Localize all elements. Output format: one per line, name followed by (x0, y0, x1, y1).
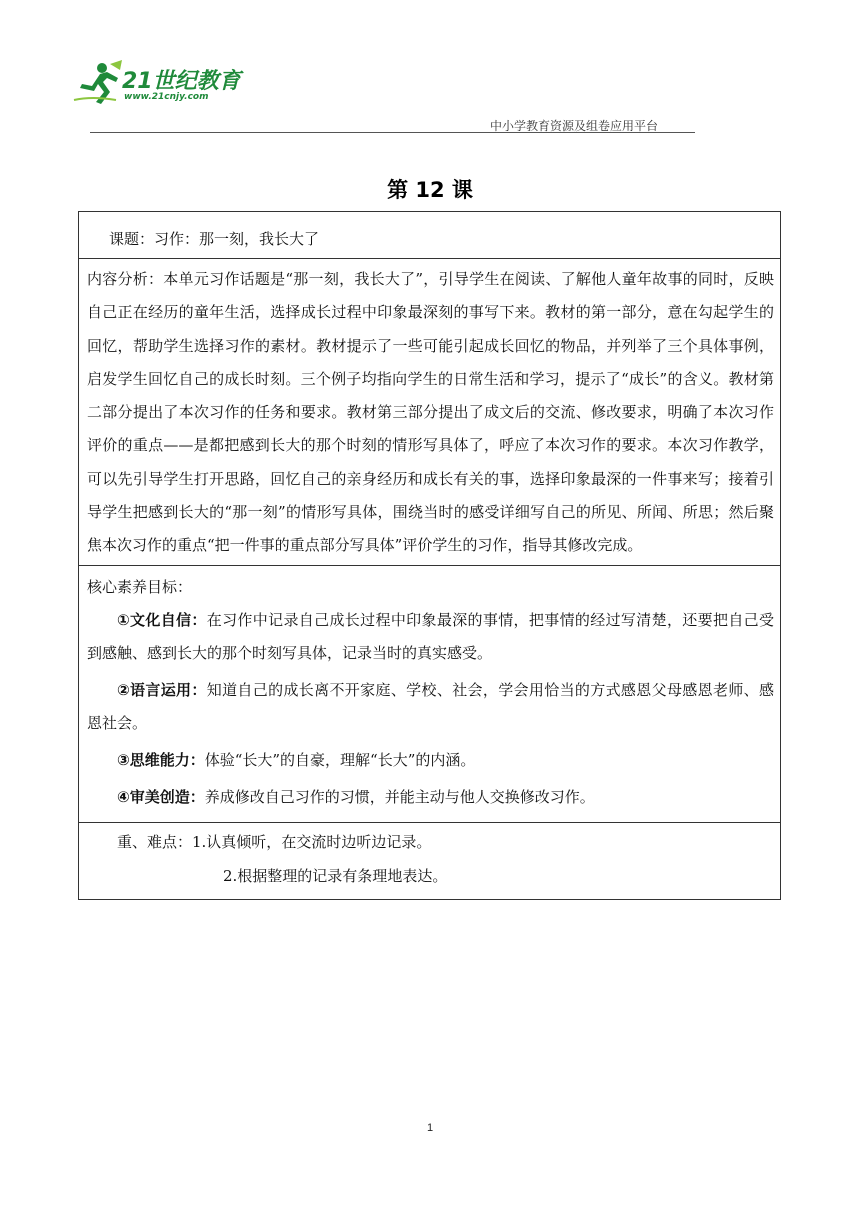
header-divider (90, 132, 695, 133)
logo-url: www.21cnjy.com (124, 92, 209, 102)
page-number: 1 (426, 1122, 434, 1134)
site-logo (72, 60, 242, 108)
key-points-row (79, 823, 780, 899)
goal-item (87, 744, 774, 777)
goal-item (87, 674, 774, 740)
goal-text: 体验“长大”的自豪，理解“长大”的内涵。 (204, 750, 476, 769)
goal-text: 在习作中记录自己成长过程中印象最深的事情，把事情的经过写清楚，还要把自己受到感触、感到长大的那个时刻写具体，记录当时的真实感受。 (87, 610, 774, 662)
lesson-plan-table (78, 211, 781, 900)
analysis-text: 内容分析：本单元习作话题是“那一刻，我长大了”，引导学生在阅读、了解他人童年故事的同时，反映自己正在经历的童年生活，选择成长过程中印象最深刻的事写下来。教材的第一部分，意在勾起学生的回忆，帮助学生选择习作的素材。教材提示了一些可能引起成长回忆的物品，并列举了三个具体事例，启发学生回忆自己的成长时刻。三个例子均指向学生的日常生活和学习，提示了“成长”的含义。教材第二部分提出了本次习作的任务和要求。教材第三部分提出了成文后的交流、修改要求，明确了本次习作评价的重点——是都把感到长大的那个时刻的情形写具体了，呼应了本次习作的要求。本次习作教学，可以先引导学生打开思路，回忆自己的亲身经历和成长有关的事，选择印象最深的一件事来写；接着引导学生把感到长大的“那一刻”的情形写具体，围绕当时的感受详细写自己的所见、所闻、所思；然后聚焦本次习作的重点“把一件事的重点部分写具体”评价学生的习作，指导其修改完成。 (87, 270, 774, 555)
goal-text: 养成修改自己习作的习惯，并能主动与他人交换修改习作。 (204, 787, 595, 806)
header-tagline: 中小学教育资源及组卷应用平台 (489, 119, 658, 133)
goal-text: 知道自己的成长离不开家庭、学校、社会，学会用恰当的方式感恩父母感恩老师、感恩社会。 (87, 680, 774, 732)
goal-item (87, 781, 774, 814)
logo-text: 21世纪教育 (122, 69, 241, 94)
goal-label: ②语言运用： (117, 680, 207, 699)
runner-logo-icon (72, 60, 124, 106)
goal-label: ①文化自信： (117, 610, 207, 629)
lesson-title: 第 12 课 (387, 178, 473, 202)
key-point-1: 重、难点：1.认真倾听，在交流时边听边记录。 (117, 832, 432, 851)
goals-row (79, 566, 780, 823)
goal-label: ④审美创造： (117, 787, 205, 806)
goal-item (87, 604, 774, 670)
topic-row (79, 212, 780, 259)
analysis-row (79, 259, 780, 566)
goals-title: 核心素养目标： (87, 577, 193, 596)
goal-label: ③思维能力： (117, 750, 205, 769)
key-point-2: 2.根据整理的记录有条理地表达。 (223, 866, 448, 885)
topic-text: 课题：习作：那一刻，我长大了 (109, 230, 320, 248)
